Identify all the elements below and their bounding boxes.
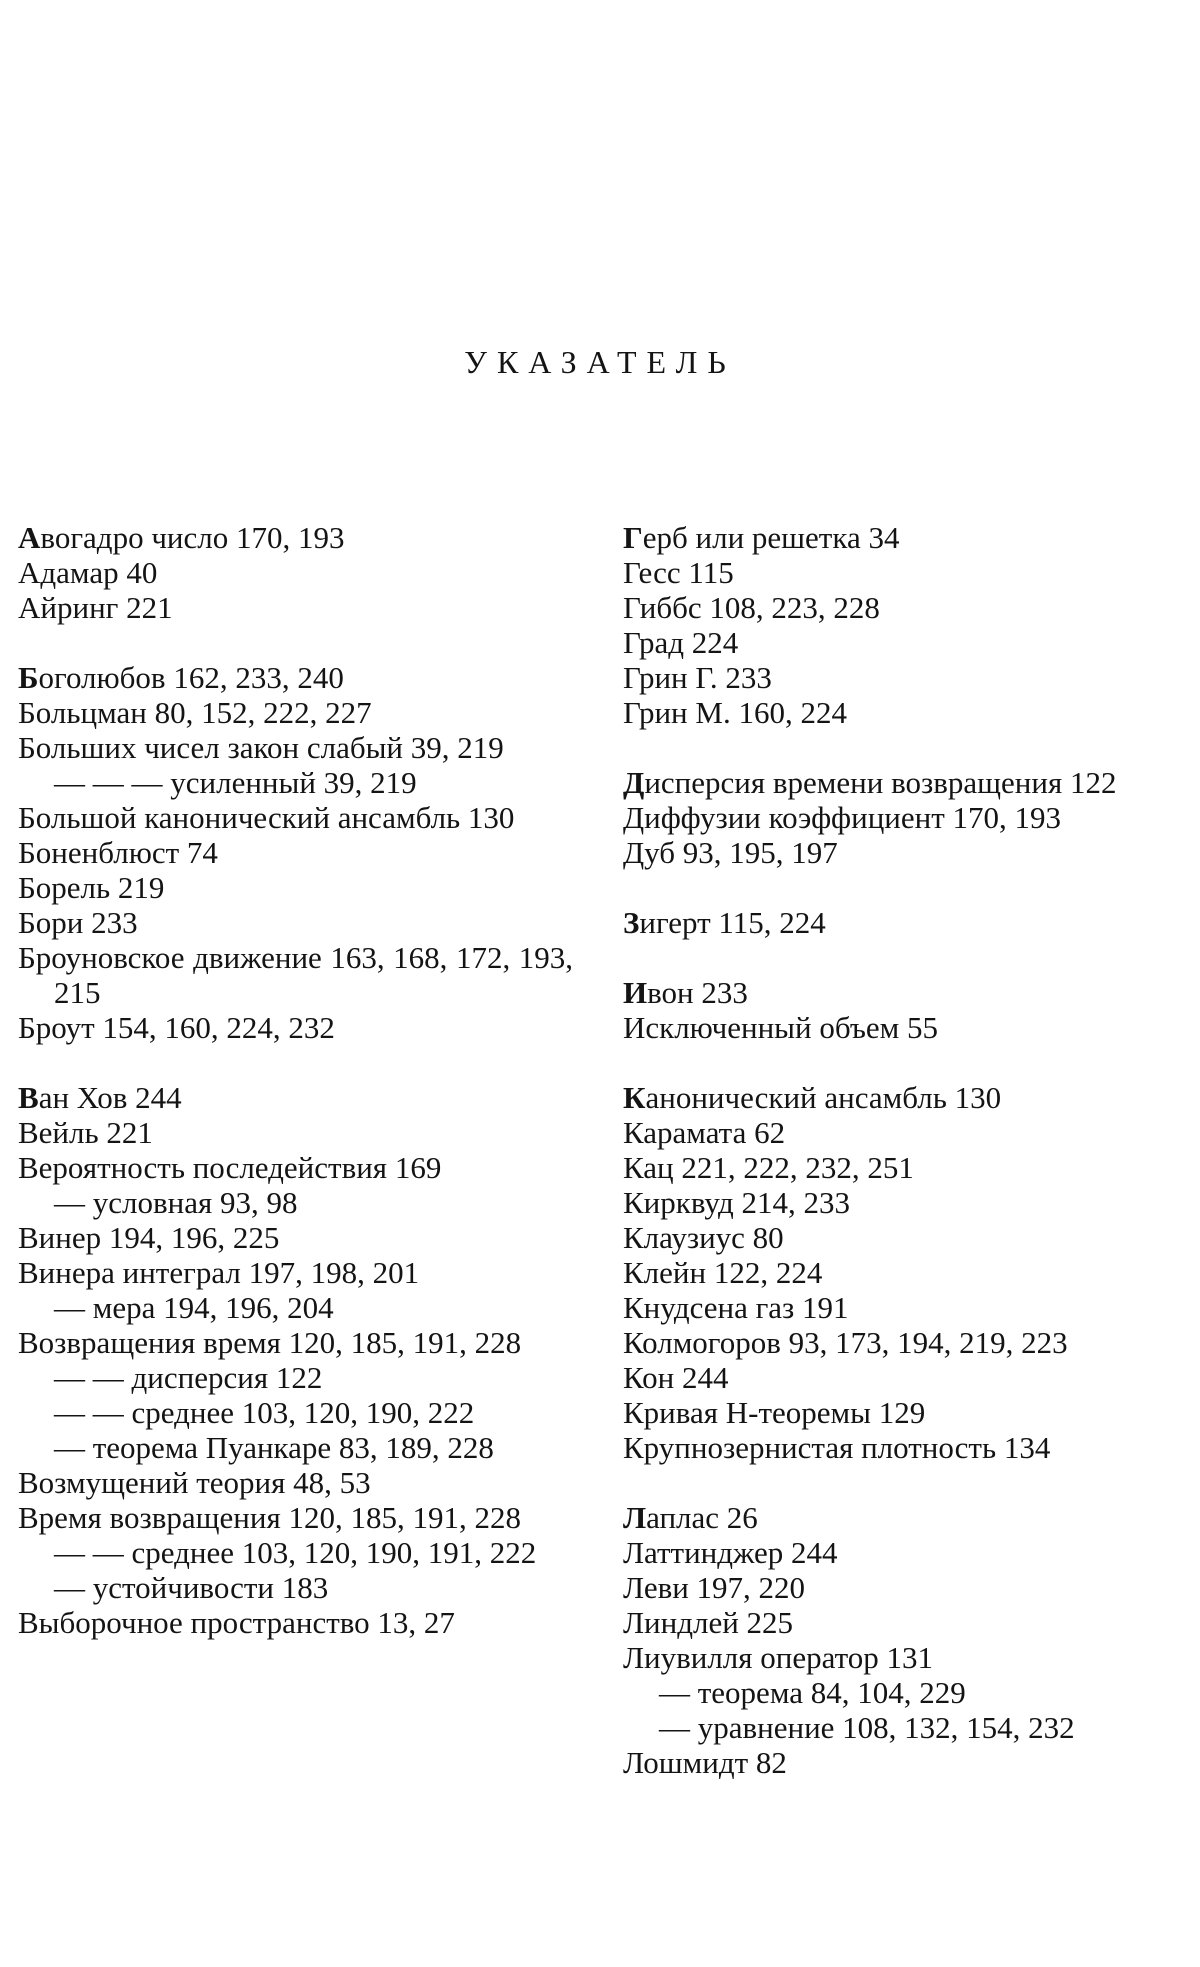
index-entry	[18, 905, 573, 940]
index-entry-text: игерт 115, 224	[639, 905, 826, 940]
index-entry-text: — — среднее 103, 120, 190, 191, 222	[54, 1535, 537, 1570]
index-entry	[623, 520, 1178, 555]
letter-group-gap	[18, 625, 573, 660]
index-entry-text: анонический ансамбль 130	[645, 1080, 1002, 1115]
index-entry-text: Боненблюст 74	[18, 835, 218, 870]
index-entry	[18, 800, 573, 835]
index-entry	[18, 1080, 573, 1115]
index-entry-text: Линдлей 225	[623, 1605, 794, 1640]
index-entry	[18, 1010, 573, 1045]
index-entry-text: Адамар 40	[18, 555, 158, 590]
index-entry-text: вогадро число 170, 193	[40, 520, 345, 555]
index-entry-text: оголюбов 162, 233, 240	[38, 660, 344, 695]
letter-group-gap	[623, 730, 1178, 765]
index-entry-text: Гиббс 108, 223, 228	[623, 590, 880, 625]
index-entry-text: — уравнение 108, 132, 154, 232	[659, 1710, 1075, 1745]
letter-group	[623, 975, 1178, 1045]
letter-group	[623, 765, 1178, 870]
index-entry-text: Лошмидт 82	[623, 1745, 787, 1780]
index-entry-text: Кац 221, 222, 232, 251	[623, 1150, 914, 1185]
index-entry	[18, 520, 573, 555]
index-entry-text: Вероятность последействия 169	[18, 1150, 442, 1185]
index-entry-text: исперсия времени возвращения 122	[644, 765, 1117, 800]
index-entry-text: Борель 219	[18, 870, 165, 905]
index-entry	[18, 1185, 573, 1220]
index-entry	[18, 1605, 573, 1640]
index-entry	[623, 1080, 1178, 1115]
index-entry	[623, 975, 1178, 1010]
letter-group	[18, 1080, 573, 1640]
index-entry-text: ан Хов 244	[38, 1080, 182, 1115]
index-entry-text: Грин Г. 233	[623, 660, 772, 695]
index-entry	[18, 765, 573, 800]
index-entry	[623, 1640, 1178, 1675]
index-entry-text: Бори 233	[18, 905, 138, 940]
index-entry-text: Лиувилля оператор 131	[623, 1640, 933, 1675]
index-entry-text: Возвращения время 120, 185, 191, 228	[18, 1325, 522, 1360]
letter-group-gap	[623, 940, 1178, 975]
group-initial-letter: К	[623, 1080, 646, 1115]
index-entry-text: Исключенный объем 55	[623, 1010, 939, 1045]
index-entry-text: — — дисперсия 122	[54, 1360, 323, 1395]
index-entry-text: — теорема 84, 104, 229	[659, 1675, 966, 1710]
group-initial-letter: Г	[623, 520, 643, 555]
index-entry	[623, 1745, 1178, 1780]
letter-group-gap	[623, 870, 1178, 905]
letter-group-gap	[623, 1045, 1178, 1080]
letter-group	[623, 905, 1178, 940]
index-entry	[18, 1500, 573, 1535]
index-entry	[18, 1255, 573, 1290]
index-column-left	[18, 520, 573, 1640]
letter-group-gap	[623, 1465, 1178, 1500]
index-entry	[623, 1185, 1178, 1220]
index-entry	[623, 765, 1178, 800]
letter-group-gap	[18, 1045, 573, 1080]
index-entry	[623, 1710, 1178, 1745]
index-entry-text: — — — усиленный 39, 219	[54, 765, 417, 800]
index-entry	[623, 1220, 1178, 1255]
group-initial-letter: А	[18, 520, 41, 555]
index-entry	[623, 835, 1178, 870]
index-entry	[18, 730, 573, 765]
letter-group	[623, 1500, 1178, 1780]
index-entry-text: Град 224	[623, 625, 739, 660]
index-entry-text: Карамата 62	[623, 1115, 786, 1150]
index-entry-text: Время возвращения 120, 185, 191, 228	[18, 1500, 521, 1535]
group-initial-letter: И	[623, 975, 648, 1010]
group-initial-letter: Л	[623, 1500, 647, 1535]
index-entry-text: Больцман 80, 152, 222, 227	[18, 695, 372, 730]
index-entry	[18, 1535, 573, 1570]
index-entry	[18, 1290, 573, 1325]
index-entry	[623, 1360, 1178, 1395]
index-entry-text: Вейль 221	[18, 1115, 153, 1150]
index-entry	[18, 940, 573, 1010]
index-entry	[623, 1605, 1178, 1640]
index-entry	[623, 1535, 1178, 1570]
index-entry-text: Больших чисел закон слабый 39, 219	[18, 730, 504, 765]
index-entry-text: — устойчивости 183	[54, 1570, 329, 1605]
index-entry	[623, 625, 1178, 660]
index-entry	[623, 800, 1178, 835]
index-entry	[18, 1360, 573, 1395]
index-entry	[623, 1430, 1178, 1465]
index-entry	[18, 1115, 573, 1150]
index-entry-text: Леви 197, 220	[623, 1570, 806, 1605]
index-entry-text: Грин М. 160, 224	[623, 695, 847, 730]
index-entry-text: — теорема Пуанкаре 83, 189, 228	[54, 1430, 494, 1465]
index-entry	[623, 1500, 1178, 1535]
group-initial-letter: Б	[18, 660, 39, 695]
index-entry	[623, 1255, 1178, 1290]
index-entry-text: Винера интеграл 197, 198, 201	[18, 1255, 420, 1290]
index-entry-text: — условная 93, 98	[54, 1185, 298, 1220]
index-entry	[623, 590, 1178, 625]
index-entry-text: Винер 194, 196, 225	[18, 1220, 280, 1255]
index-entry	[623, 555, 1178, 590]
letter-group	[18, 660, 573, 1045]
index-entry-text: Кирквуд 214, 233	[623, 1185, 850, 1220]
index-entry	[623, 695, 1178, 730]
group-initial-letter: З	[623, 905, 640, 940]
index-entry-text: Колмогоров 93, 173, 194, 219, 223	[623, 1325, 1068, 1360]
index-entry	[623, 1115, 1178, 1150]
index-entry	[18, 835, 573, 870]
page-title: УКАЗАТЕЛЬ	[464, 344, 736, 380]
index-entry-text: Большой канонический ансамбль 130	[18, 800, 515, 835]
index-entry	[18, 1395, 573, 1430]
index-entry-text: — мера 194, 196, 204	[54, 1290, 334, 1325]
index-entry-text: — — среднее 103, 120, 190, 222	[54, 1395, 475, 1430]
index-entry	[18, 870, 573, 905]
index-entry	[623, 1010, 1178, 1045]
index-column-right	[623, 520, 1178, 1780]
index-entry	[623, 660, 1178, 695]
index-entry-text: Гесс 115	[623, 555, 734, 590]
index-entry	[18, 1430, 573, 1465]
index-entry	[623, 1570, 1178, 1605]
index-entry	[18, 1220, 573, 1255]
index-entry-text: Броуновское движение 163, 168, 172, 193, 215	[18, 940, 573, 1010]
index-entry-text: Броут 154, 160, 224, 232	[18, 1010, 335, 1045]
index-entry-text: Крупнозернистая плотность 134	[623, 1430, 1051, 1465]
index-entry	[18, 555, 573, 590]
group-initial-letter: Д	[623, 765, 645, 800]
index-entry	[623, 1325, 1178, 1360]
group-initial-letter: В	[18, 1080, 39, 1115]
index-entry	[18, 1465, 573, 1500]
index-entry	[623, 905, 1178, 940]
letter-group	[623, 1080, 1178, 1465]
index-entry-text: Латтинджер 244	[623, 1535, 838, 1570]
index-entry	[18, 1570, 573, 1605]
index-entry	[18, 695, 573, 730]
index-entry	[18, 590, 573, 625]
index-entry	[18, 660, 573, 695]
letter-group	[623, 520, 1178, 730]
index-entry-text: Дуб 93, 195, 197	[623, 835, 838, 870]
index-entry-text: Кон 244	[623, 1360, 729, 1395]
index-entry	[623, 1290, 1178, 1325]
index-entry-text: Клейн 122, 224	[623, 1255, 823, 1290]
index-entry-text: Кнудсена газ 191	[623, 1290, 849, 1325]
index-entry-text: вон 233	[647, 975, 748, 1010]
index-entry-text: Возмущений теория 48, 53	[18, 1465, 371, 1500]
letter-group	[18, 520, 573, 625]
index-entry	[18, 1325, 573, 1360]
index-entry-text: Кривая H-теоремы 129	[623, 1395, 926, 1430]
index-entry-text: Клаузиус 80	[623, 1220, 784, 1255]
index-entry	[18, 1150, 573, 1185]
index-entry	[623, 1150, 1178, 1185]
index-entry	[623, 1675, 1178, 1710]
index-entry-text: Айринг 221	[18, 590, 173, 625]
index-entry-text: Диффузии коэффициент 170, 193	[623, 800, 1062, 835]
index-entry	[623, 1395, 1178, 1430]
index-entry-text: Выборочное пространство 13, 27	[18, 1605, 455, 1640]
index-entry-text: аплас 26	[646, 1500, 758, 1535]
index-entry-text: ерб или решетка 34	[642, 520, 900, 555]
